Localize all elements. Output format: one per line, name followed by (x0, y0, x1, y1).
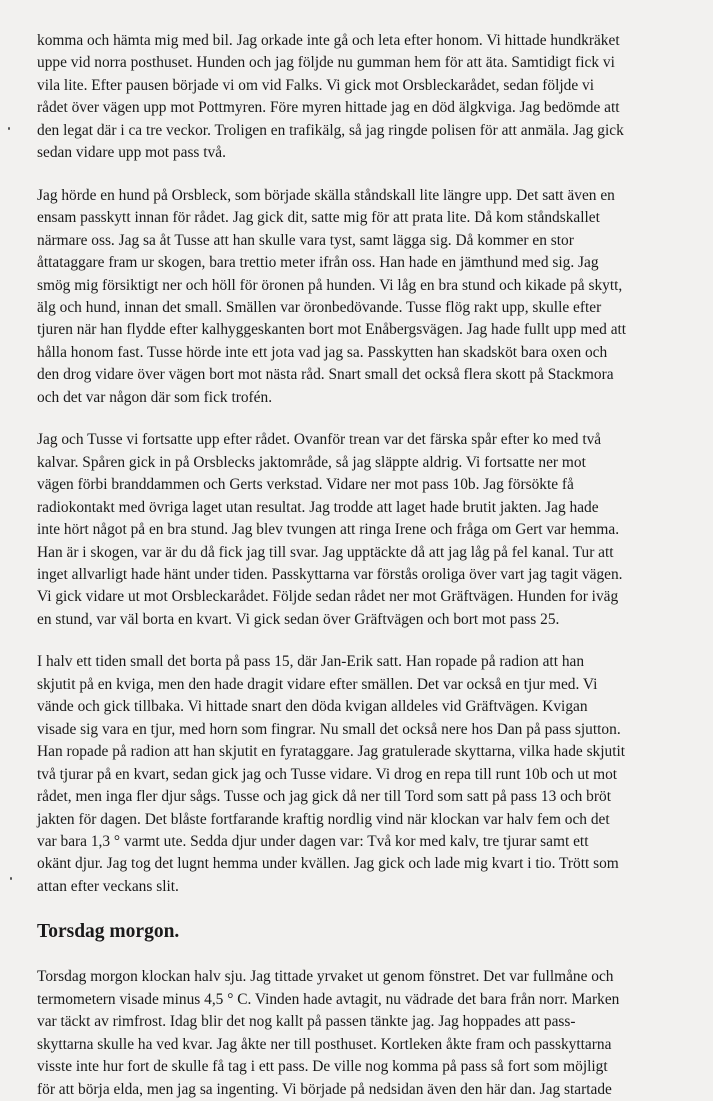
text-line: och det var någon där som fick trofén. (37, 388, 273, 406)
text-line: den drog vidare över vägen bort mot nästa råd. Snart small det också flera skott på Stackmora (37, 366, 614, 384)
text-line: inget allvarligt hade hänt under tiden. Passkyttarna var förstås oroliga över vart jag tagit vägen. (37, 565, 623, 583)
text-line: närmare oss. Jag sa åt Tusse att han skulle vara tyst, samt lägga sig. Då kommer en stor (37, 231, 574, 249)
text-line: visste inte hur fort de skulle få tag i ett pass. De ville nog komma på pass så fort som möjligt (37, 1058, 608, 1076)
paragraph (37, 429, 689, 631)
paragraph (37, 966, 689, 1101)
text-line: för att börja elda, men jag sa ingenting. Vi började på nedsidan även den här dan. Jag startade (37, 1080, 612, 1098)
text-line: sedan vidare upp mot pass två. (37, 144, 226, 162)
text-line: älg och hund, innan det small. Smällen var öronbedövande. Tusse flög rakt upp, skulle efter (37, 298, 602, 316)
text-line: Jag och Tusse vi fortsatte upp efter rådet. Ovanför trean var det färska spår efter ko med två (37, 431, 602, 449)
text-line: två tjurar på en kvart, sedan gick jag och Tusse vidare. Vi drog en repa till runt 10b och ut mot (37, 765, 618, 783)
text-line: vägen förbi branddammen och Gerts verkstad. Vidare ner mot pass 10b. Jag försökte få (37, 476, 574, 494)
text-line: I halv ett tiden small det borta på pass 15, där Jan-Erik satt. Han ropade på radion att han (37, 653, 585, 671)
text-line: kalvar. Spåren gick in på Orsblecks jaktområde, så jag släppte aldrig. Vi fortsatte ner mot (37, 453, 586, 471)
text-line: var täckt av rimfrost. Idag blir det nog kallt på passen tänkte jag. Jag hoppades att pass- (37, 1013, 576, 1031)
text-line: åttataggare fram ur skogen, bara trettio meter ifrån oss. Han hade en jämthund med sig. Jag (37, 254, 599, 272)
text-line: rådet över vägen upp mot Pottmyren. Före myren hittade jag en död älgkviga. Jag bedömde att (37, 99, 620, 117)
body-text-after (37, 966, 689, 1101)
text-line: komma och hämta mig med bil. Jag orkade inte gå och leta efter honom. Vi hittade hundkräket (37, 32, 620, 49)
scan-speck (8, 127, 10, 130)
paragraph (37, 185, 689, 410)
text-line: ensam passkytt innan för rådet. Jag gick dit, satte mig för att prata lite. Då kom ståndskallet (37, 209, 600, 227)
scan-speck (10, 877, 12, 880)
text-line: rådet, men inga fler djur sågs. Tusse och jag gick då ner till Tord som satt på pass 13 och bröt (37, 788, 611, 806)
text-line: skjutit på en kviga, men den hade dragit vidare efter smällen. Det var också en tjur med. Vi (37, 675, 598, 693)
text-line: radiokontakt med övriga laget utan resultat. Jag trodde att laget hade brutit jakten. Jag hade (37, 498, 599, 516)
text-line: okänt djur. Jag tog det lugnt hemma under kvällen. Jag gick och lade mig kvart i tio. Trött som (37, 855, 619, 873)
text-line: en stund, var väl borta en kvart. Vi gick sedan över Gräftvägen och bort mot pass 25. (37, 610, 560, 628)
text-line: vila lite. Efter pausen började vi om vid Falks. Vi gick mot Orsbleckarådet, sedan följde vi (37, 76, 594, 94)
text-line: vände och gick tillbaka. Vi hittade snart den döda kvigan alldeles vid Gräftvägen. Kvigan (37, 698, 588, 716)
text-line: hålla honom fast. Tusse hörde inte ett jota vad jag sa. Passkytten han skadsköt bara oxen och (37, 343, 608, 361)
text-line: inte hört något på en bra stund. Jag blev tvungen att ringa Irene och fråga om Gert var hemma. (37, 521, 620, 539)
text-line: uppe vid norra posthuset. Hunden och jag följde nu gumman hem för att äta. Samtidigt fick vi (37, 54, 615, 72)
text-line: jakten för dagen. Det blåste fortfarande kraftig nordlig vind när klockan var halv fem och det (37, 810, 610, 828)
text-line: termometern visade minus 4,5 ° C. Vinden hade avtagit, nu vädrade det bara från norr. Marken (37, 990, 620, 1008)
text-line: attan efter veckans slit. (37, 877, 179, 895)
section-heading: Torsdag morgon. (37, 921, 180, 943)
text-line: var bara 1,3 ° varmt ute. Sedda djur under dagen var: Två kor med kalv, tre tjurar samt ett (37, 832, 589, 850)
text-line: Torsdag morgon klockan halv sju. Jag tittade yrvaket ut genom fönstret. Det var fullmåne och (37, 968, 614, 986)
body-text-before (37, 30, 689, 898)
text-line: Jag hörde en hund på Orsbleck, som började skälla ståndskall lite längre upp. Det satt även en (37, 186, 615, 204)
text-line: smög mig försiktigt ner och höll för öronen på hunden. Vi låg en bra stund och kikade på skytt, (37, 276, 623, 294)
text-line: visade sig vara en tjur, med horn som fingrar. Nu small det också nere hos Dan på pass sjutton. (37, 720, 621, 738)
text-line: Han är i skogen, var är du då fick jag till svar. Jag upptäckte då att jag låg på fel kanal. Tur att (37, 543, 614, 561)
paragraph (37, 30, 689, 165)
paragraph (37, 651, 689, 898)
text-line: Vi gick vidare ut mot Orsbleckarådet. Följde sedan rådet ner mot Gräftvägen. Hunden for iväg (37, 588, 619, 606)
text-line: tjuren när han flydde efter kalhyggeskanten bort mot Enåbergsvägen. Jag hade fullt upp med att (37, 321, 627, 339)
text-line: skyttarna skulle ha ved kvar. Jag åkte ner till posthuset. Kortleken åkte fram och passkyttarna (37, 1035, 612, 1053)
text-line: Han ropade på radion att han skjutit en fyrataggare. Jag gratulerade skyttarna, vilka hade skjutit (37, 743, 626, 761)
text-line: den legat där i ca tre veckor. Troligen en trafikälg, så jag ringde polisen för att anmäla. Jag gick (37, 121, 624, 139)
